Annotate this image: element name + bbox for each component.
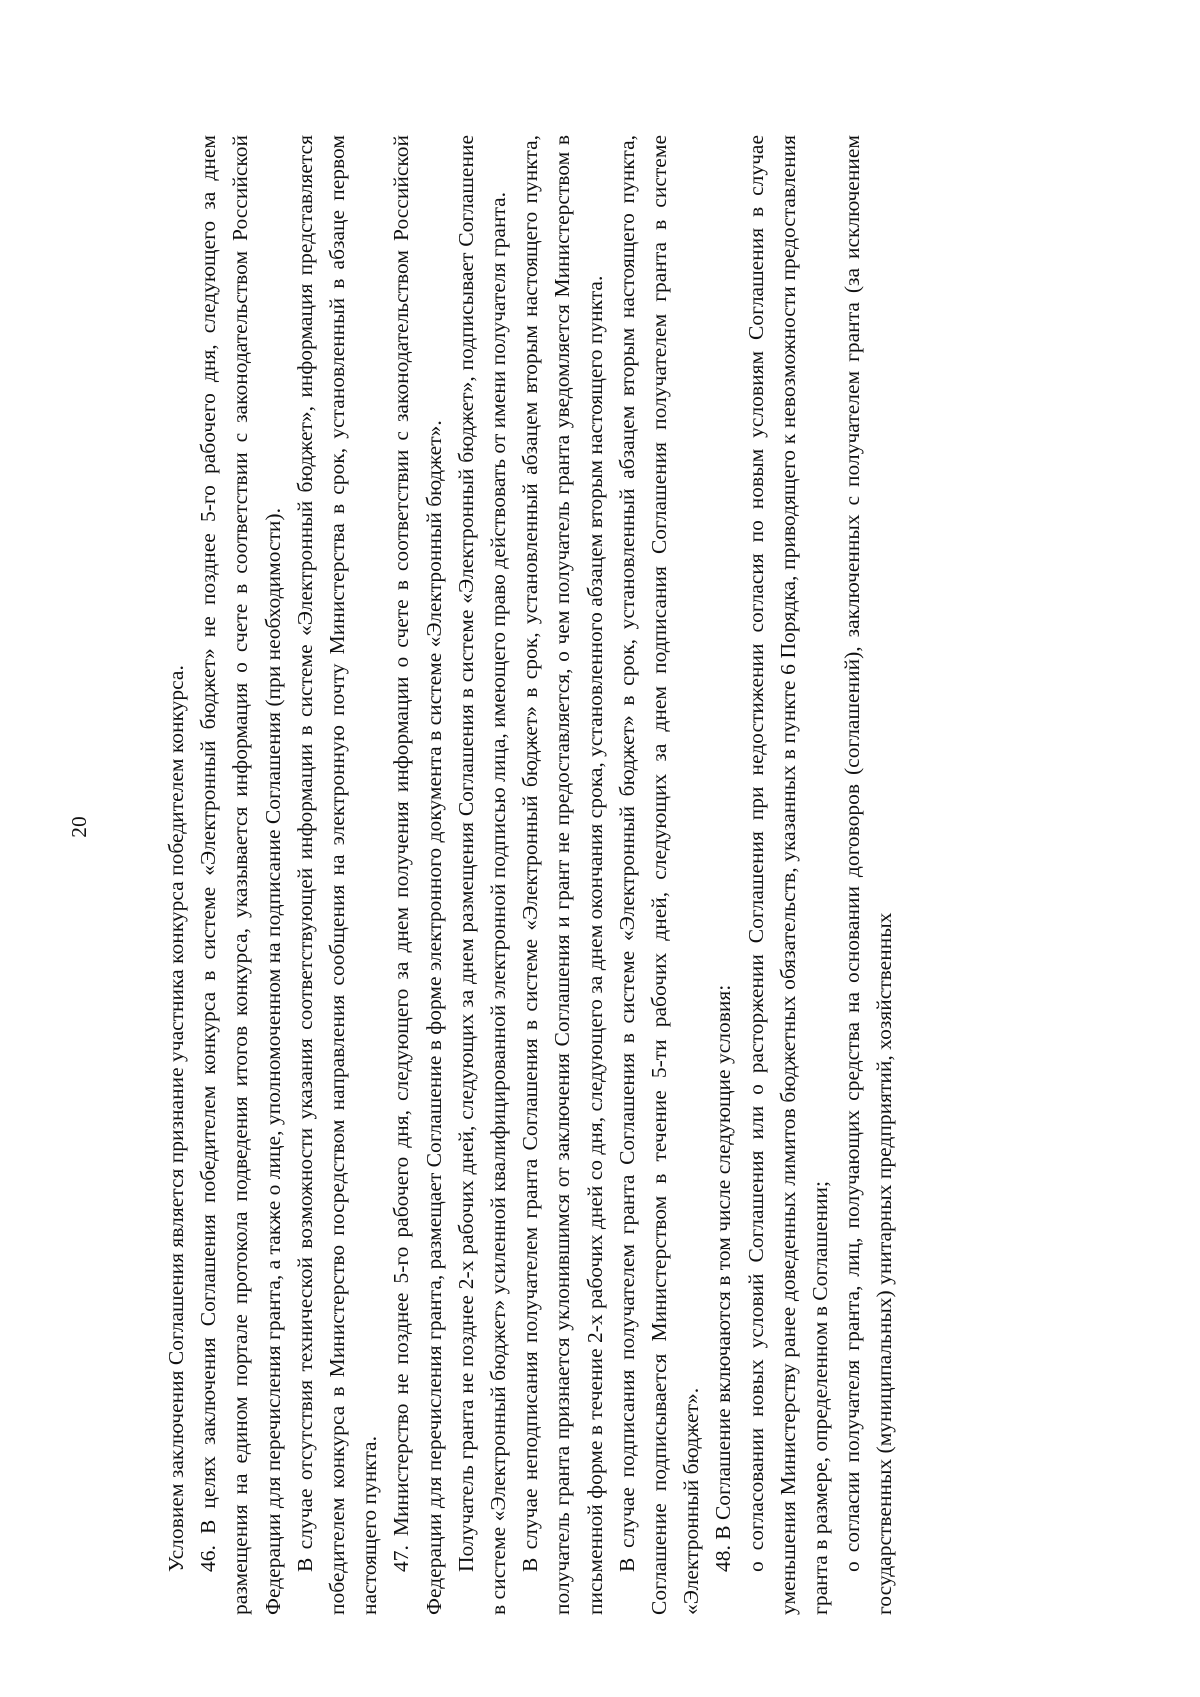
paragraph-48-consent: о согласии получателя гранта, лиц, получающих средства на основании договоров (соглашений), заключенных с получателем гранта (за исключением государственных (муниципальных) унитарных предприятий, хозяйственных [840, 135, 897, 1615]
paragraph-condition: Условием заключения Соглашения является признание участника конкурса победителем конкурса. [164, 665, 188, 1572]
document-body [160, 135, 1040, 1615]
paragraph-47: 47. Министерство не позднее 5-го рабочего дня, следующего за днем получения информации о счете в соответствии с законодательством Российской Федерации для перечисления гранта, размещает Соглашение в форме электронного документа в системе «Электронный бюджет». [389, 135, 446, 1615]
paragraph-47-signing: Получатель гранта не позднее 2-х рабочих дней, следующих за днем размещения Соглашения в системе «Электронный бюджет», подписывает Соглашение в системе «Электронный бюджет» усиленной квалифицированной электронной подписью лица, имеющего право действовать от имени получателя гранта. [453, 135, 511, 1615]
paragraph-46: 46. В целях заключения Соглашения победителем конкурса в системе «Электронный бюджет» не позднее 5-го рабочего дня, следующего за днем размещения на едином портале протокола подведения итогов конкурса, указывается информация о счете в соответствии с законодательством Российской Федерации для перечисления гранта, а также о лице, уполномоченном на подписание Соглашения (при необходимости). [196, 135, 285, 1615]
paragraph-48: 48. В Соглашение включаются в том числе следующие условия: [711, 984, 736, 1572]
paragraph-47-signed: В случае подписания получателем гранта Соглашения в системе «Электронный бюджет» в срок, установленный абзацем вторым настоящего пункта, Соглашение подписывается Министерством в течение 5-ти рабочих дней, следующих за днем подписания Соглашения получателем гранта в системе «Электронный бюджет». [614, 135, 704, 1615]
paragraph-47-not-signed: В случае неподписания получателем гранта Соглашения в системе «Электронный бюджет» в срок, установленный абзацем вторым настоящего пункта, получатель гранта признается уклонившимся от заключения Соглашения и грант не предоставляется, о чем получатель гранта уведомляется Министерством в письменной форме в течение 2-х рабочих дней со дня, следующего за днем окончания срока, установленного абзацем вторым настоящего пункта. [518, 135, 607, 1615]
page-number: 20 [67, 816, 91, 838]
paragraph-48-new-conditions: о согласовании новых условий Соглашения или о расторжении Соглашения при недостижении согласия по новым условиям Соглашения в случае уменьшения Министерству ранее доведенных лимитов бюджетных обязательств, указанных в пункте 6 Порядка, приводящего к невозможности предоставления гранта в размере, определенном в Соглашении; [743, 135, 833, 1615]
paragraph-46-no-tech: В случае отсутствия технической возможности указания соответствующей информации в системе «Электронный бюджет», информация представляется победителем конкурса в Министерство посредством направления сообщения на электронную почту Министерства в срок, установленный в абзаце первом настоящего пункта. [292, 135, 382, 1615]
